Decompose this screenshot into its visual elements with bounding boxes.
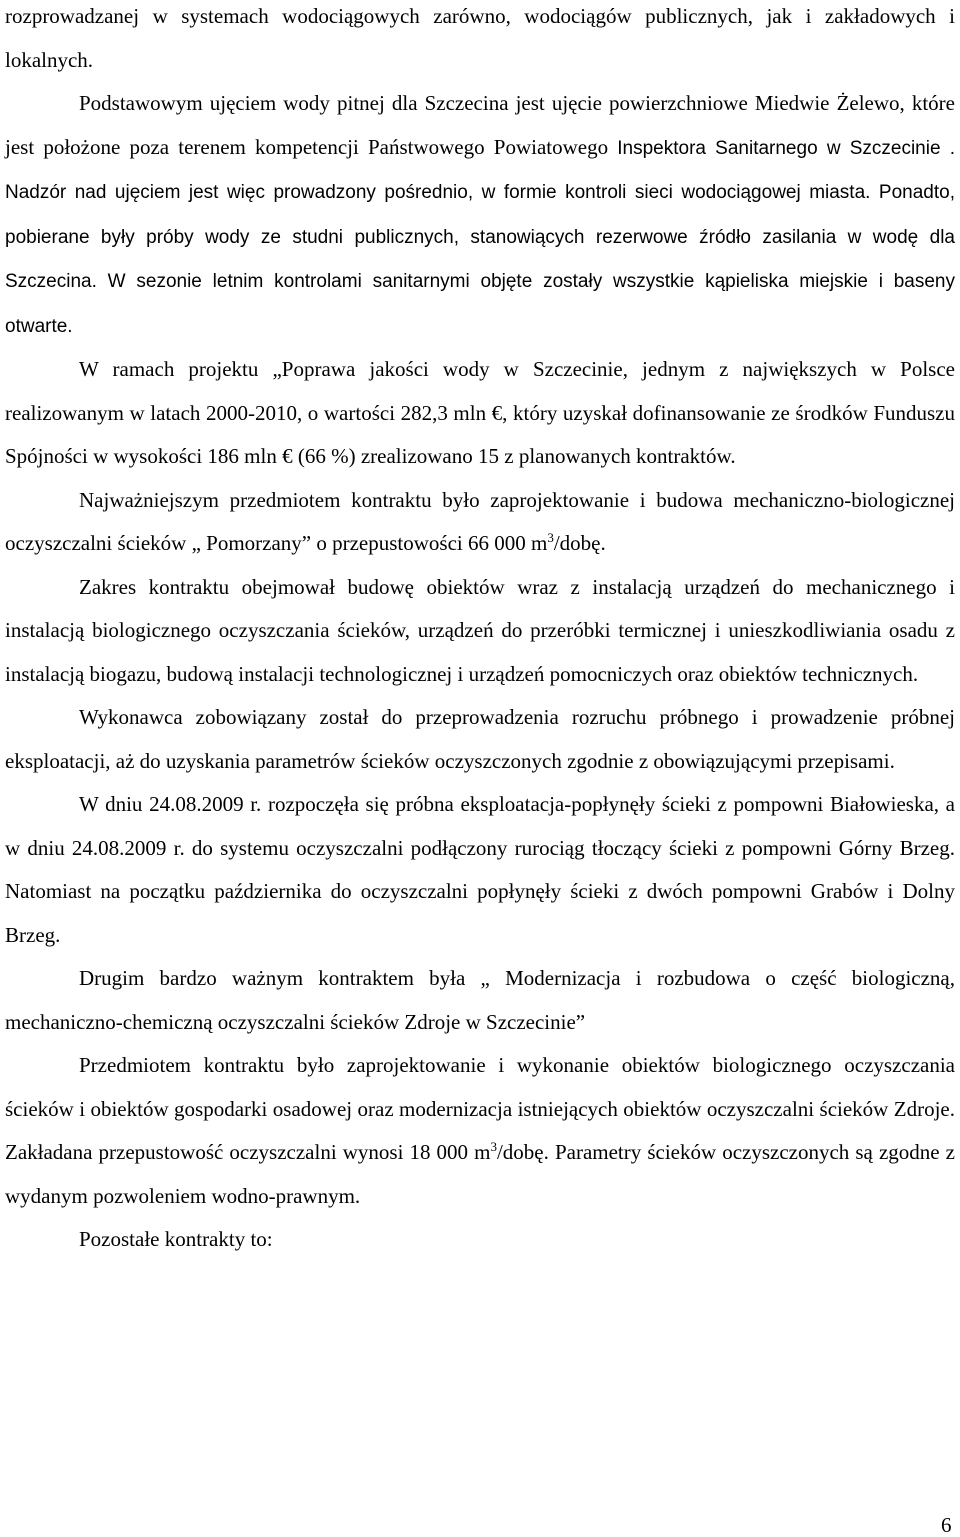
superscript-exponent: 3 xyxy=(490,1139,497,1154)
paragraph-zdroje-scope xyxy=(5,1044,955,1218)
paragraph-text: Wykonawca zobowiązany został do przeprowadzenia rozruchu próbnego i prowadzenie próbnej eksploatacji, aż do uzyskania parametrów ścieków oczyszczonych zgodnie z obowiązującymi przepisami. xyxy=(5,705,955,773)
paragraph-text-tail: /dobę. Parametry ścieków oczyszczonych są zgodne z wydanym pozwoleniem wodno-prawnym. xyxy=(5,1140,955,1208)
paragraph-text: Najważniejszym przedmiotem kontraktu było zaprojektowanie i budowa mechaniczno-biologicznej oczyszczalni ścieków „ Pomorzany” o przepustowości 66 000 m xyxy=(5,487,955,555)
paragraph-other-contracts xyxy=(5,1218,955,1262)
paragraph-water-quality-project xyxy=(5,348,955,479)
paragraph-contractor-obligations xyxy=(5,696,955,783)
page-number: 6 xyxy=(941,1513,952,1537)
paragraph-text: Zakres kontraktu obejmował budowę obiektów wraz z instalacją urządzeń do mechanicznego i instalacją biologicznego oczyszczania ścieków, urządzeń do przeróbki termicznej i unieszkodliwiania osadu z instalacją biogazu, budową instalacji technologicznej i urządzeń pomocniczych oraz obiektów technicznych. xyxy=(5,574,955,686)
paragraph-zdroje-contract xyxy=(5,957,955,1044)
paragraph-pomorzany-contract xyxy=(5,479,955,566)
paragraph-text: W ramach projektu „Poprawa jakości wody w Szczecinie, jednym z największych w Polsce realizowanym w latach 2000-2010, o wartości 282,3 mln €, który uzyskał dofinansowanie ze środków Funduszu Spójności w wysokości 186 mln € (66 %) zrealizowano 15 z planowanych kontraktów. xyxy=(5,357,955,468)
paragraph-text: Przedmiotem kontraktu było zaprojektowanie i wykonanie obiektów biologicznego oczyszczania ścieków i obiektów gospodarki osadowej oraz modernizacja istniejących obiektów oczyszczalni ścieków Zdroje. Zakładana przepustowość oczyszczalni wynosi 18 000 m xyxy=(5,1053,955,1164)
paragraph-text-tail: /dobę. xyxy=(553,531,606,555)
paragraph-text: rozprowadzanej w systemach wodociągowych zarówno, wodociągów publicznych, jak i zakładowych i lokalnych. xyxy=(5,4,955,72)
paragraph-water-intake xyxy=(5,82,955,348)
paragraph-text: W dniu 24.08.2009 r. rozpoczęła się próbna eksploatacja-popłynęły ścieki z pompowni Białowieska, a w dniu 24.08.2009 r. do systemu oczyszczalni podłączony rurociąg tłoczący ścieki z pompowni Górny Brzeg. Natomiast na początku października do oczyszczalni popłynęły ścieki z dwóch pompowni Grabów i Dolny Brzeg. xyxy=(5,792,955,947)
paragraph-text-serif: Podstawowym ujęciem wody pitnej dla Szczecina jest ujęcie powierzchniowe Miedwie Żelewo, które jest położone poza terenem kompetencji Państwowego Powiatowego xyxy=(5,91,955,159)
document-page xyxy=(5,0,955,1262)
paragraph-text: Pozostałe kontrakty to: xyxy=(79,1227,273,1251)
superscript-exponent: 3 xyxy=(547,530,554,545)
paragraph-text-sans: Inspektora Sanitarnego w Szczecinie . Nadzór nad ujęciem jest więc prowadzony pośrednio, w formie kontroli sieci wodociągowej miasta. Ponadto, pobierane były próby wody ze studni publicznych, stanowiących rezerwowe źródło zasilania w wodę dla Szczecina. W sezonie letnim kontrolami sanitarnymi objęte zostały wszystkie kąpieliska miejskie i baseny otwarte. xyxy=(5,137,955,337)
paragraph-contract-scope xyxy=(5,566,955,697)
paragraph-text: Drugim bardzo ważnym kontraktem była „ Modernizacja i rozbudowa o część biologiczną, mechaniczno-chemiczną oczyszczalni ścieków Zdroje w Szczecinie” xyxy=(5,966,955,1034)
paragraph-water-distribution xyxy=(5,0,955,82)
paragraph-trial-operation xyxy=(5,783,955,957)
